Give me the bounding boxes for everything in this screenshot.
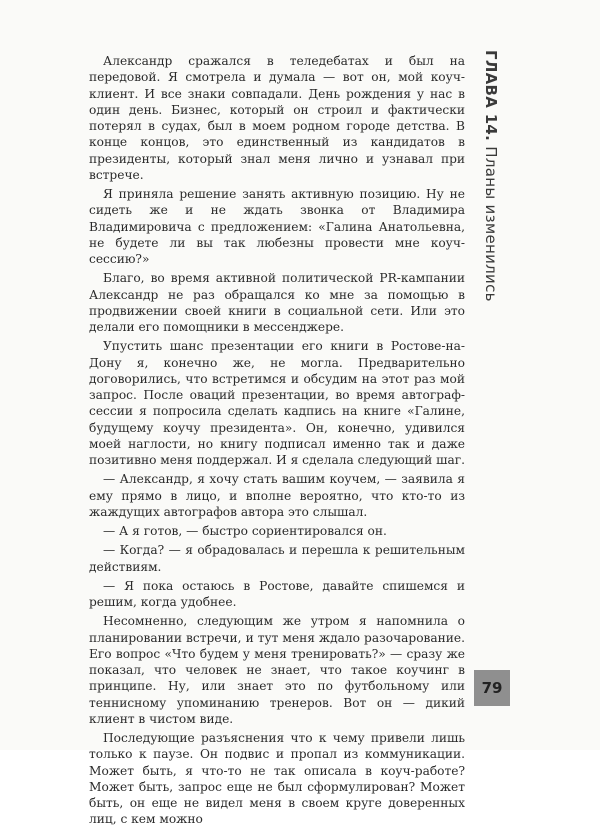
chapter-number: ГЛАВА 14. <box>482 50 500 142</box>
body-text <box>89 53 465 831</box>
page-number: 79 <box>474 670 510 706</box>
paragraph-4: Упустить шанс презентации его книги в Ростове-на-Дону я, конечно же, не могла. Предварительно договорились, что встретимся и обсудим на этот раз мой запрос. После оваций презентации, во время автограф-сессии я попросила сделать кадпись на книге «Галине, будущему коучу президента». Он, конечно, удивился моей наглости, но книгу подписал именно так и даже позитивно меня поддержал. И я сделала следующий шаг. <box>89 339 465 467</box>
chapter-title: Планы изменились <box>482 146 500 302</box>
paragraph-7: — Когда? — я обрадовалась и перешла к решительным действиям. <box>89 543 465 574</box>
paragraph-6: — А я готов, — быстро сориентировался он. <box>103 524 387 538</box>
paragraph-5: — Александр, я хочу стать вашим коучем, — заявила я ему прямо в лицо, и вполне вероятно, что кто-то из жаждущих автографов автора это слышал. <box>89 472 465 519</box>
paragraph-1: Александр сражался в теледебатах и был на передовой. Я смотрела и думала — вот он, мой коуч-клиент. И все знаки совпадали. День рождения у нас в один день. Бизнес, который он строил и фактически потерял в судах, был в моем родном городе детства. В конце концов, это единственный из кандидатов в президенты, который знал меня лично и узнавал при встрече. <box>89 54 465 182</box>
paragraph-3: Благо, во время активной политической PR-кампании Александр не раз обращался ко мне за помощью в продвижении своей книги в социальной сети. Или это делали его помощники в мессенджере. <box>89 271 465 334</box>
paragraph-2: Я приняла решение занять активную позицию. Ну не сидеть же и не ждать звонка от Владимира Владимировича с предложением: «Галина Анатольевна, не будете ли вы так любезны провести мне коуч-сессию?» <box>89 187 465 266</box>
paragraph-10: Последующие разъяснения что к чему привели лишь только к паузе. Он подвис и пропал из коммуникации. Может быть, я что-то не так описала в коуч-работе? Может быть, запрос еще не был сформулирован? Может быть, он еще не видел меня в своем круге доверенных лиц, с кем можно <box>89 731 465 827</box>
paragraph-8: — Я пока остаюсь в Ростове, давайте спишемся и решим, когда удобнее. <box>89 578 465 609</box>
running-head-sidebar <box>478 50 502 350</box>
paragraph-9: Несомненно, следующим же утром я напомнила о планировании встречи, и тут меня ждало разочарование. Его вопрос «Что будем у меня тренировать?» — сразу же показал, что человек не знает, что такое коучинг в принципе. Ну, или знает это по футбольному или теннисному упоминанию тренеров. Вот он — дикий клиент в чистом виде. <box>89 614 465 726</box>
running-head <box>482 50 500 302</box>
